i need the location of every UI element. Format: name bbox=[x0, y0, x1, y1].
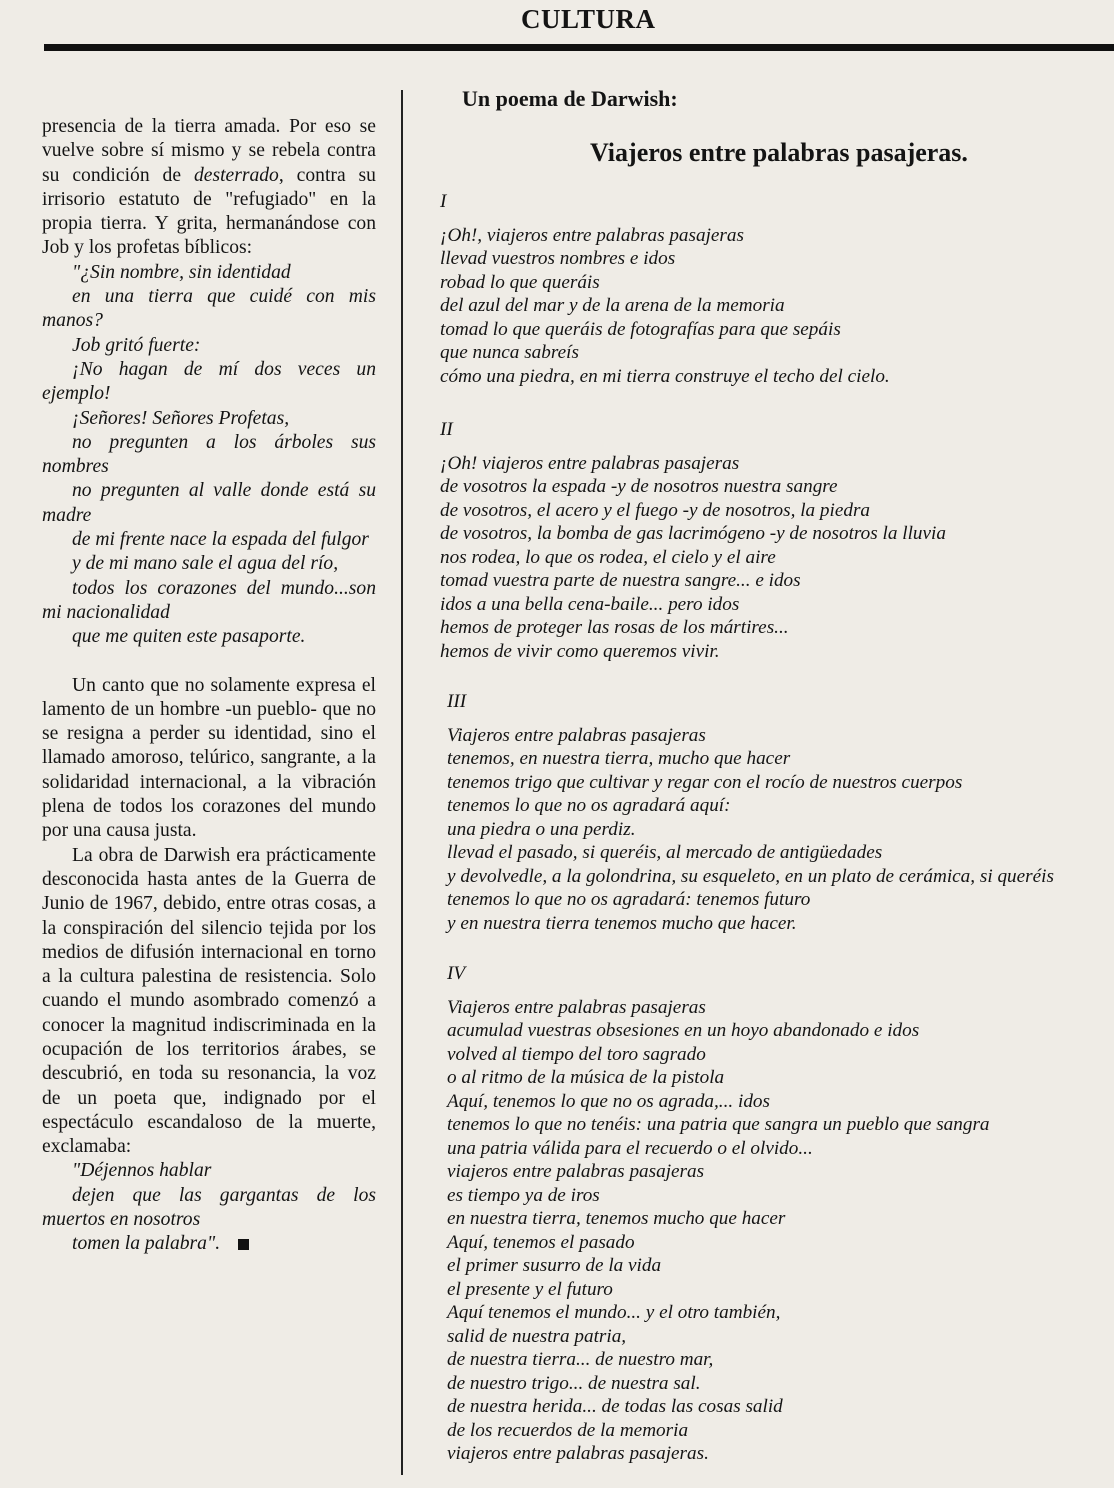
poem-line: y devolvedle, a la golondrina, su esqueleto, en un plato de cerámica, si queréis bbox=[447, 865, 1054, 887]
stanza-number: II bbox=[440, 419, 453, 440]
poem-line: volved al tiempo del toro sagrado bbox=[447, 1043, 706, 1065]
poem-line: de nuestro trigo... de nuestra sal. bbox=[447, 1372, 701, 1394]
quoted-verse-text: tomen la palabra". bbox=[72, 1233, 221, 1255]
quoted-verse-text: no pregunten a los árboles sus nombres bbox=[42, 431, 376, 478]
quoted-verse bbox=[42, 358, 376, 407]
poem-stanza bbox=[440, 418, 1110, 663]
poem-line: tenemos lo que no os agradará: tenemos futuro bbox=[447, 889, 811, 910]
quoted-verse-text: de mi frente nace la espada del fulgor bbox=[72, 529, 369, 551]
poem-line: de nuestra herida... de todas las cosas salid bbox=[447, 1396, 783, 1417]
poem-line: robad lo que queráis bbox=[440, 271, 600, 293]
poem-line: tenemos lo que no tenéis: una patria que sangra un pueblo que sangra bbox=[447, 1114, 990, 1135]
stanza-number: III bbox=[447, 691, 467, 712]
poem-line: Aquí, tenemos el pasado bbox=[447, 1231, 635, 1253]
poem-line: el primer susurro de la vida bbox=[447, 1255, 662, 1276]
body-paragraph bbox=[42, 674, 376, 844]
quoted-verse bbox=[42, 1232, 376, 1256]
poem-line: tenemos lo que no os agradará aquí: bbox=[447, 795, 731, 816]
poem-line: y en nuestra tierra tenemos mucho que hacer. bbox=[447, 912, 797, 934]
poem-line: es tiempo ya de iros bbox=[447, 1184, 600, 1206]
quoted-verse bbox=[42, 625, 376, 649]
body-paragraph-text: Un canto que no solamente expresa el lamento de un hombre -un pueblo- que no se resigna a perder su identidad, sino el llamado amoroso, telúrico, sangrante, a la solidaridad internacional, a la vibración plena de todos los corazones del mundo por una causa justa. bbox=[42, 674, 376, 842]
poem-line: viajeros entre palabras pasajeras. bbox=[447, 1443, 709, 1464]
poem-line: tomad lo que queráis de fotografías para que sepáis bbox=[440, 318, 841, 340]
quoted-verse bbox=[42, 261, 376, 285]
poem-line: una piedra o una perdiz. bbox=[447, 818, 636, 840]
poem-line: llevad el pasado, si queréis, al mercado de antigüedades bbox=[447, 842, 883, 863]
emphasis-desterrado: desterrado bbox=[193, 164, 279, 186]
quoted-verse-text: todos los corazones del mundo...son mi nacionalidad bbox=[42, 577, 376, 623]
end-of-article-mark bbox=[238, 1239, 249, 1250]
intro-text: presencia de la tierra amada. Por eso se vuelve sobre sí mismo y se rebela contra su condición de bbox=[42, 116, 376, 186]
quoted-verse-text: Job gritó fuerte: bbox=[72, 334, 201, 356]
paragraph-gap bbox=[42, 650, 376, 674]
poem-stanza bbox=[447, 962, 1114, 1466]
section-heading: CULTURA bbox=[521, 4, 656, 34]
quoted-verse-text: no pregunten al valle donde está su madre bbox=[42, 480, 376, 526]
quoted-verse-text: "Déjennos hablar bbox=[72, 1160, 212, 1182]
poem-line: tenemos, en nuestra tierra, mucho que hacer bbox=[447, 748, 791, 769]
quoted-verse-text: ¡No hagan de mí dos veces un ejemplo! bbox=[42, 358, 376, 405]
body-paragraph-text: La obra de Darwish era prácticamente desconocida hasta antes de la Guerra de Junio de 1967, debido, entre otras cosas, a la conspiración del silencio tejida por los medios de difusión internacional en torno a la cultura palestina de resistencia. Solo cuando el mundo asombrado comenzó a conocer la magnitud indiscriminada en la ocupación de los territorios árabes, se descubrió, en toda su resonancia, la voz de un poeta que, indignado por el espectáculo escandaloso de la muerte, exclamaba: bbox=[42, 844, 376, 1158]
poem-line: en nuestra tierra, tenemos mucho que hacer bbox=[447, 1208, 786, 1229]
quoted-verse bbox=[42, 285, 376, 334]
poem-line: acumulad vuestras obsesiones en un hoyo abandonado e idos bbox=[447, 1020, 920, 1041]
poem-line: Aquí, tenemos lo que no os agrada,... idos bbox=[447, 1090, 770, 1112]
quoted-verse-text: "¿Sin nombre, sin identidad bbox=[72, 261, 291, 283]
poem-line: de vosotros, el acero y el fuego -y de nosotros, la piedra bbox=[440, 499, 871, 521]
poem-line: hemos de proteger las rosas de los mártires... bbox=[440, 617, 789, 638]
poem-line: de vosotros, la bomba de gas lacrimógeno -y de nosotros la lluvia bbox=[440, 523, 946, 544]
poem-line: ¡Oh!, viajeros entre palabras pasajeras bbox=[440, 224, 744, 246]
poem-line: salid de nuestra patria, bbox=[447, 1325, 627, 1347]
quoted-verse bbox=[42, 431, 376, 480]
stanza-number: I bbox=[440, 191, 447, 212]
poem-line: de vosotros la espada -y de nosotros nuestra sangre bbox=[440, 476, 838, 497]
quoted-verse bbox=[42, 528, 376, 552]
poem-line: idos a una bella cena-baile... pero idos bbox=[440, 593, 740, 615]
poem-line: tenemos trigo que cultivar y regar con el rocío de nuestros cuerpos bbox=[447, 771, 963, 793]
poem-line: hemos de vivir como queremos vivir. bbox=[440, 640, 720, 662]
quoted-verse-text: y de mi mano sale el agua del río, bbox=[72, 553, 339, 575]
poem-line: Viajeros entre palabras pasajeras bbox=[447, 724, 706, 746]
header-rule bbox=[44, 44, 1114, 51]
quoted-verse bbox=[42, 407, 376, 431]
poem-line: viajeros entre palabras pasajeras bbox=[447, 1161, 705, 1182]
poem-label: Un poema de Darwish: bbox=[462, 86, 678, 111]
poem-line: tomad vuestra parte de nuestra sangre... e idos bbox=[440, 570, 801, 591]
quoted-verse-text: dejen que las gargantas de los muertos en nosotros bbox=[42, 1184, 376, 1231]
quoted-verse bbox=[42, 552, 376, 576]
left-column-text bbox=[42, 115, 376, 1257]
body-paragraph bbox=[42, 844, 376, 1160]
poem-line: que nunca sabreís bbox=[440, 342, 579, 363]
poem-stanza bbox=[440, 190, 1110, 388]
stanza-number: IV bbox=[447, 963, 466, 984]
quoted-verse-text: en una tierra que cuidé con mis manos? bbox=[42, 286, 376, 332]
quoted-verse bbox=[42, 1184, 376, 1233]
quoted-verse-text: ¡Señores! Señores Profetas, bbox=[72, 407, 290, 429]
poem-line: o al ritmo de la música de la pistola bbox=[447, 1067, 725, 1088]
poem-line: del azul del mar y de la arena de la memoria bbox=[440, 295, 785, 316]
quoted-verse bbox=[42, 1159, 376, 1183]
intro-text-cont: , contra su irrisorio estatuto de "refugiado" en la propia tierra. Y grita, hermanándose con Job y los profetas bíblicos: bbox=[42, 164, 376, 259]
poem-line: el presente y el futuro bbox=[447, 1278, 613, 1300]
poem-line: llevad vuestros nombres e idos bbox=[440, 248, 676, 269]
poem-line: de nuestra tierra... de nuestro mar, bbox=[447, 1349, 714, 1370]
poem-stanza bbox=[447, 690, 1114, 935]
poem-line: una patria válida para el recuerdo o el olvido... bbox=[447, 1137, 813, 1159]
poem-line: Viajeros entre palabras pasajeras bbox=[447, 996, 706, 1018]
column-divider bbox=[401, 90, 403, 1475]
left-column-body bbox=[42, 261, 376, 1257]
quoted-verse bbox=[42, 334, 376, 358]
intro-paragraph bbox=[42, 115, 376, 261]
quoted-verse bbox=[42, 479, 376, 528]
poem-line: Aquí tenemos el mundo... y el otro también, bbox=[447, 1302, 781, 1323]
quoted-verse-text: que me quiten este pasaporte. bbox=[72, 626, 306, 648]
poem-line: nos rodea, lo que os rodea, el cielo y el aire bbox=[440, 546, 776, 568]
poem-title: Viajeros entre palabras pasajeras. bbox=[590, 138, 968, 167]
poem-line: de los recuerdos de la memoria bbox=[447, 1419, 689, 1441]
quoted-verse bbox=[42, 577, 376, 626]
poem-line: cómo una piedra, en mi tierra construye el techo del cielo. bbox=[440, 365, 890, 387]
poem-line: ¡Oh! viajeros entre palabras pasajeras bbox=[440, 452, 740, 474]
